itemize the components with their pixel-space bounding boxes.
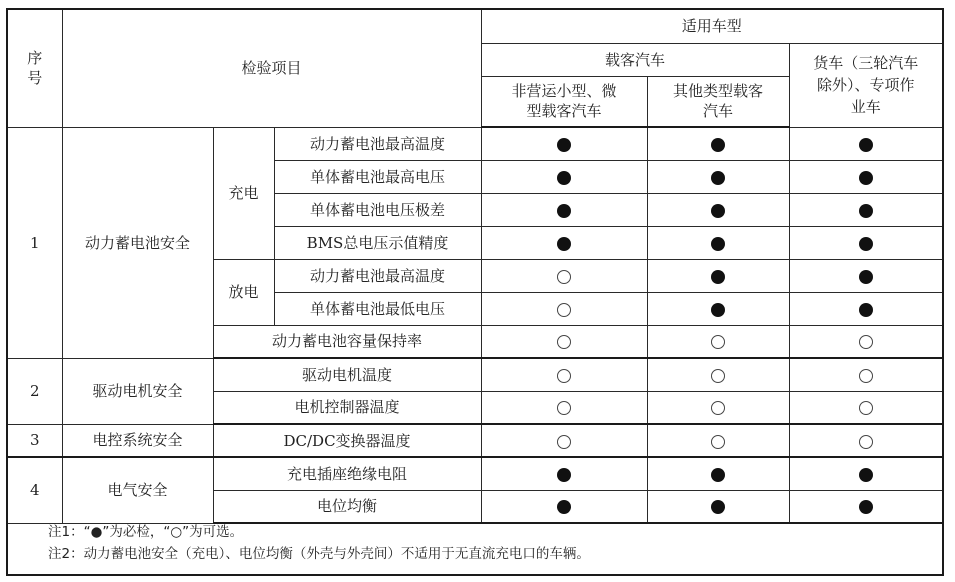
mark-cell — [789, 325, 942, 358]
mark-cell — [789, 259, 942, 292]
table-row — [8, 358, 942, 391]
filled-circle-icon — [711, 237, 725, 251]
row-number: 3 — [8, 424, 62, 457]
filled-circle-icon — [711, 138, 725, 152]
mark-cell — [647, 259, 789, 292]
mark-cell — [647, 457, 789, 490]
hollow-circle-icon — [859, 401, 873, 415]
mark-cell — [481, 193, 647, 226]
row-category: 驱动电机安全 — [62, 358, 213, 424]
hollow-circle-icon — [859, 335, 873, 349]
mark-cell — [647, 424, 789, 457]
filled-circle-icon — [711, 500, 725, 514]
filled-circle-icon — [557, 468, 571, 482]
filled-circle-icon — [711, 303, 725, 317]
hollow-circle-icon — [557, 335, 571, 349]
mark-cell — [647, 391, 789, 424]
row-item-name: 单体蓄电池电压极差 — [274, 193, 481, 226]
mark-cell — [647, 325, 789, 358]
row-item-name: 单体蓄电池最高电压 — [274, 160, 481, 193]
row-item-name: 动力蓄电池最高温度 — [274, 259, 481, 292]
mark-cell — [789, 358, 942, 391]
mark-cell — [481, 226, 647, 259]
mark-cell — [647, 490, 789, 523]
row-subcategory: 充电 — [213, 127, 274, 259]
filled-circle-icon — [859, 138, 873, 152]
filled-circle-icon — [859, 303, 873, 317]
hollow-circle-icon — [557, 401, 571, 415]
mark-cell — [789, 457, 942, 490]
hollow-circle-icon — [859, 435, 873, 449]
row-item-name: 动力蓄电池容量保持率 — [213, 325, 481, 358]
mark-cell — [481, 457, 647, 490]
mark-cell — [647, 292, 789, 325]
filled-circle-icon — [557, 204, 571, 218]
row-item-name: 动力蓄电池最高温度 — [274, 127, 481, 160]
filled-circle-icon — [711, 468, 725, 482]
filled-circle-icon — [859, 237, 873, 251]
filled-circle-icon — [859, 171, 873, 185]
header-truck: 货车（三轮汽车 除外）、专项作 业车 — [789, 43, 942, 127]
hollow-circle-icon — [859, 369, 873, 383]
mark-cell — [647, 160, 789, 193]
mark-cell — [647, 358, 789, 391]
hollow-circle-icon — [711, 335, 725, 349]
mark-cell — [481, 424, 647, 457]
header-small-passenger: 非营运小型、微 型载客汽车 — [481, 76, 647, 127]
mark-cell — [647, 193, 789, 226]
row-item-name: 电位均衡 — [213, 490, 481, 523]
row-number: 4 — [8, 457, 62, 523]
mark-cell — [481, 160, 647, 193]
mark-cell — [789, 226, 942, 259]
hollow-circle-icon — [711, 435, 725, 449]
filled-circle-icon — [859, 204, 873, 218]
header-item: 检验项目 — [62, 10, 481, 127]
hollow-circle-icon — [711, 401, 725, 415]
filled-circle-icon — [557, 171, 571, 185]
mark-cell — [481, 259, 647, 292]
hollow-circle-icon — [557, 435, 571, 449]
filled-circle-icon — [859, 270, 873, 284]
mark-cell — [481, 292, 647, 325]
mark-cell — [789, 193, 942, 226]
mark-cell — [789, 424, 942, 457]
hollow-circle-icon — [557, 303, 571, 317]
row-item-name: 电机控制器温度 — [213, 391, 481, 424]
row-number: 2 — [8, 358, 62, 424]
mark-cell — [481, 325, 647, 358]
header-applicable: 适用车型 — [481, 10, 942, 43]
note-1: 注1：“●”为必检，“○”为可选。 — [48, 524, 244, 540]
mark-cell — [481, 127, 647, 160]
row-number: 1 — [8, 127, 62, 358]
mark-cell — [789, 127, 942, 160]
row-category: 电气安全 — [62, 457, 213, 523]
table-row — [8, 127, 942, 160]
mark-cell — [647, 226, 789, 259]
mark-cell — [789, 292, 942, 325]
filled-circle-icon — [557, 138, 571, 152]
row-category: 动力蓄电池安全 — [62, 127, 213, 358]
table-row — [8, 457, 942, 490]
inspection-table — [8, 10, 942, 524]
row-item-name: 单体蓄电池最低电压 — [274, 292, 481, 325]
hollow-circle-icon — [557, 270, 571, 284]
filled-circle-icon — [557, 500, 571, 514]
mark-cell — [481, 391, 647, 424]
row-item-name: 充电插座绝缘电阻 — [213, 457, 481, 490]
inspection-table-frame — [6, 8, 944, 576]
table-notes — [48, 521, 928, 565]
filled-circle-icon — [859, 500, 873, 514]
mark-cell — [481, 358, 647, 391]
hollow-circle-icon — [557, 369, 571, 383]
row-subcategory: 放电 — [213, 259, 274, 325]
header-passenger: 载客汽车 — [481, 43, 789, 76]
row-item-name: 驱动电机温度 — [213, 358, 481, 391]
header-other-passenger: 其他类型载客 汽车 — [647, 76, 789, 127]
hollow-circle-icon — [711, 369, 725, 383]
filled-circle-icon — [711, 171, 725, 185]
filled-circle-icon — [711, 270, 725, 284]
mark-cell — [789, 490, 942, 523]
header-seq: 序 号 — [8, 10, 62, 127]
row-item-name: DC/DC变换器温度 — [213, 424, 481, 457]
mark-cell — [789, 160, 942, 193]
table-row — [8, 424, 942, 457]
mark-cell — [789, 391, 942, 424]
filled-circle-icon — [557, 237, 571, 251]
table-body — [8, 127, 942, 523]
filled-circle-icon — [711, 204, 725, 218]
row-item-name: BMS总电压示值精度 — [274, 226, 481, 259]
mark-cell — [481, 490, 647, 523]
note-2: 注2：动力蓄电池安全（充电）、电位均衡（外壳与外壳间）不适用于无直流充电口的车辆。 — [48, 546, 590, 562]
filled-circle-icon — [859, 468, 873, 482]
row-category: 电控系统安全 — [62, 424, 213, 457]
mark-cell — [647, 127, 789, 160]
